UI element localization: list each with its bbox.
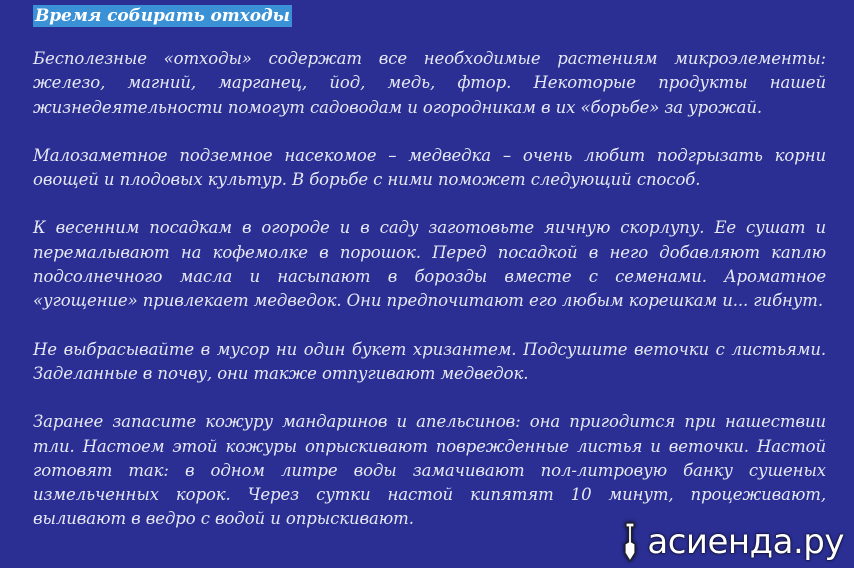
article-paragraph-3: К весенним посадкам в огороде и в саду заготовьте яичную скорлупу. Ее сушат и перемалывают на кофемолке в порошок. Перед посадкой в него добавляют каплю подсолнечного масла и насыпают в борозды вместе с семенами. Ароматное «угощение» привлекает медведок. Они предпочитают его любым корешкам и... гибнут.	[33, 218, 826, 311]
article-paragraph-1: Бесполезные «отходы» содержат все необходимые растениям микроэлементы: железо, магний, марганец, йод, медь, фтор. Некоторые продукты нашей жизнедеятельности помогут садоводам и огородникам в их «борьбе» за урожай.	[33, 49, 826, 117]
article-paragraph-4: Не выбрасывайте в мусор ни один букет хризантем. Подсушите веточки с листьями. Заделанные в почву, они также отпугивают медведок.	[33, 339, 826, 383]
article-paragraph-5: Заранее запасите кожуру мандаринов и апельсинов: она пригодится при нашествии тли. Настоем этой кожуры опрыскивают поврежденные листья и веточки. Настой готовят так: в одном литре воды замачивают пол-литровую банку сушеных измельченных корок. Через сутки настой кипятят 10 минут, процеживают, выливают в ведро с водой и опрыскивают.	[33, 412, 826, 529]
site-watermark	[619, 522, 844, 562]
shovel-icon	[619, 522, 641, 562]
watermark-text: асиенда.ру	[647, 522, 844, 562]
article-title: Время собирать отходы	[35, 6, 290, 26]
article-paragraph-2: Малозаметное подземное насекомое – медведка – очень любит подгрызать корни овощей и плодовых культур. В борьбе с ними поможет следующий способ.	[33, 145, 826, 190]
